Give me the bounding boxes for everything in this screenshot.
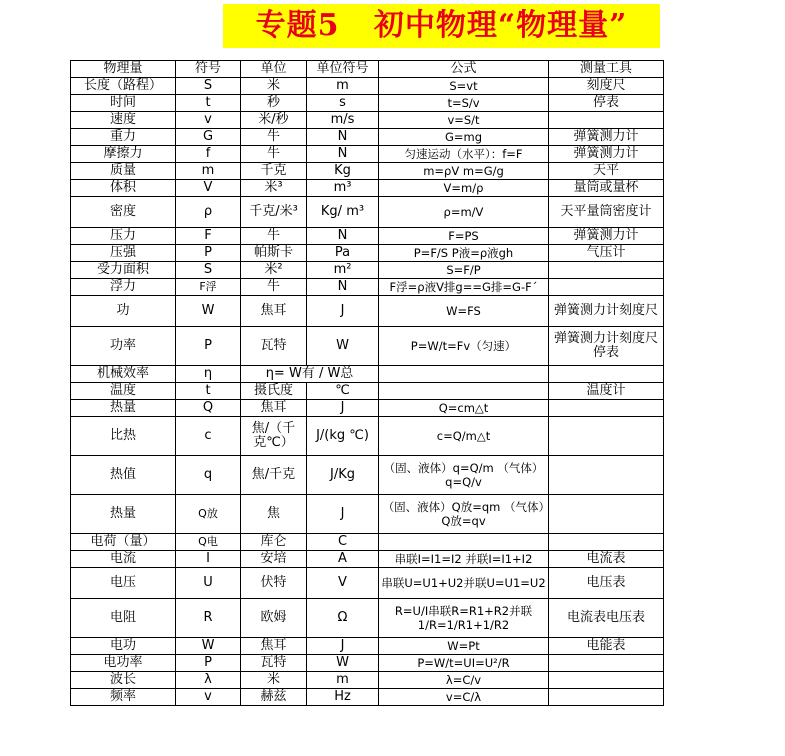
unit-symbol-cell: J/Kg (307, 456, 379, 495)
symbol-cell: I (176, 551, 241, 568)
quantity-cell: 受力面积 (71, 262, 176, 279)
table-row (71, 599, 664, 638)
unit-cell: 焦耳 (241, 400, 307, 417)
tool-cell: 电压表 (549, 568, 664, 599)
formula-cell: m=ρV m=G/g (379, 163, 549, 180)
quantity-cell: 电功 (71, 638, 176, 655)
unit-symbol-cell: W (307, 655, 379, 672)
symbol-cell: G (176, 129, 241, 146)
unit-cell: 伏特 (241, 568, 307, 599)
table-row (71, 78, 664, 95)
unit-cell: 安培 (241, 551, 307, 568)
unit-symbol-cell: A (307, 551, 379, 568)
quantity-cell: 热量 (71, 495, 176, 534)
table-row (71, 638, 664, 655)
tool-cell (549, 366, 664, 383)
symbol-cell: P (176, 655, 241, 672)
formula-cell: P=F/S P液=ρ液gh (379, 245, 549, 262)
unit-symbol-cell: N (307, 129, 379, 146)
tool-cell: 刻度尺 (549, 78, 664, 95)
tool-cell (549, 262, 664, 279)
unit-symbol-cell: V (307, 568, 379, 599)
quantity-cell: 压力 (71, 228, 176, 245)
tool-cell: 停表 (549, 95, 664, 112)
formula-cell: c=Q/m△t (379, 417, 549, 456)
unit-cell: 牛 (241, 228, 307, 245)
formula-cell: G=mg (379, 129, 549, 146)
table-row (71, 383, 664, 400)
symbol-cell: Q电 (176, 534, 241, 551)
symbol-cell: t (176, 383, 241, 400)
header-cell: 单位符号 (307, 61, 379, 78)
unit-symbol-cell: J (307, 296, 379, 327)
header-cell: 符号 (176, 61, 241, 78)
quantity-cell: 功 (71, 296, 176, 327)
quantity-cell: 热量 (71, 400, 176, 417)
unit-cell: 焦/千克 (241, 456, 307, 495)
header-cell: 测量工具 (549, 61, 664, 78)
unit-cell: 牛 (241, 129, 307, 146)
table-row (71, 551, 664, 568)
unit-cell: 米/秒 (241, 112, 307, 129)
unit-symbol-cell: m (307, 78, 379, 95)
formula-cell: t=S/v (379, 95, 549, 112)
tool-cell (549, 495, 664, 534)
unit-cell: 米³ (241, 180, 307, 197)
table-row (71, 197, 664, 228)
symbol-cell: P (176, 327, 241, 366)
formula-cell: S=F/P (379, 262, 549, 279)
unit-symbol-cell: Pa (307, 245, 379, 262)
formula-cell (379, 366, 549, 383)
formula-cell: λ=C/v (379, 672, 549, 689)
unit-cell: η= W有 / W总 (241, 366, 379, 383)
tool-cell: 弹簧测力计 (549, 228, 664, 245)
physics-quantities-table (70, 60, 664, 706)
unit-symbol-cell: W (307, 327, 379, 366)
header-cell: 公式 (379, 61, 549, 78)
unit-cell: 焦耳 (241, 638, 307, 655)
quantity-cell: 温度 (71, 383, 176, 400)
unit-cell: 米² (241, 262, 307, 279)
quantity-cell: 电功率 (71, 655, 176, 672)
table-row (71, 112, 664, 129)
table-row (71, 366, 664, 383)
unit-symbol-cell: Ω (307, 599, 379, 638)
formula-cell (379, 383, 549, 400)
unit-cell: 库仑 (241, 534, 307, 551)
table-row (71, 689, 664, 706)
formula-cell: F=PS (379, 228, 549, 245)
tool-cell: 电流表电压表 (549, 599, 664, 638)
tool-cell: 电流表 (549, 551, 664, 568)
symbol-cell: F浮 (176, 279, 241, 296)
tool-cell: 天平 (549, 163, 664, 180)
formula-cell: （固、液体）Q放=qm （气体）Q放=qv (379, 495, 549, 534)
unit-cell: 焦 (241, 495, 307, 534)
symbol-cell: η (176, 366, 241, 383)
formula-cell: S=vt (379, 78, 549, 95)
symbol-cell: c (176, 417, 241, 456)
unit-symbol-cell: J (307, 638, 379, 655)
unit-symbol-cell: Kg (307, 163, 379, 180)
table-row (71, 129, 664, 146)
unit-symbol-cell: N (307, 279, 379, 296)
table-row (71, 400, 664, 417)
tool-cell (549, 400, 664, 417)
table-row (71, 456, 664, 495)
table-row (71, 95, 664, 112)
table-row (71, 672, 664, 689)
quantity-cell: 功率 (71, 327, 176, 366)
table-row (71, 568, 664, 599)
tool-cell: 量筒或量杯 (549, 180, 664, 197)
unit-cell: 牛 (241, 146, 307, 163)
symbol-cell: m (176, 163, 241, 180)
unit-cell: 瓦特 (241, 327, 307, 366)
formula-cell: 匀速运动（水平）：f=F (379, 146, 549, 163)
formula-cell: v=S/t (379, 112, 549, 129)
quantity-cell: 速度 (71, 112, 176, 129)
symbol-cell: V (176, 180, 241, 197)
unit-symbol-cell: s (307, 95, 379, 112)
symbol-cell: W (176, 296, 241, 327)
formula-cell: W=Pt (379, 638, 549, 655)
symbol-cell: S (176, 262, 241, 279)
quantity-cell: 频率 (71, 689, 176, 706)
formula-cell: ρ=m/V (379, 197, 549, 228)
table-header-row (71, 61, 664, 78)
table-row (71, 495, 664, 534)
quantity-cell: 电压 (71, 568, 176, 599)
symbol-cell: Q (176, 400, 241, 417)
quantity-cell: 摩擦力 (71, 146, 176, 163)
unit-cell: 米 (241, 672, 307, 689)
table-row (71, 146, 664, 163)
formula-cell: F浮=ρ液V排g==G排=G-F´ (379, 279, 549, 296)
unit-cell: 赫兹 (241, 689, 307, 706)
unit-cell: 瓦特 (241, 655, 307, 672)
symbol-cell: P (176, 245, 241, 262)
unit-cell: 摄氏度 (241, 383, 307, 400)
quantity-cell: 体积 (71, 180, 176, 197)
formula-cell: 串联I=I1=I2 并联I=I1+I2 (379, 551, 549, 568)
table-row (71, 262, 664, 279)
formula-cell: W=FS (379, 296, 549, 327)
quantity-cell: 时间 (71, 95, 176, 112)
quantity-cell: 热值 (71, 456, 176, 495)
quantity-cell: 机械效率 (71, 366, 176, 383)
unit-cell: 千克/米³ (241, 197, 307, 228)
quantity-cell: 压强 (71, 245, 176, 262)
tool-cell (549, 672, 664, 689)
symbol-cell: f (176, 146, 241, 163)
symbol-cell: R (176, 599, 241, 638)
symbol-cell: t (176, 95, 241, 112)
unit-cell: 欧姆 (241, 599, 307, 638)
formula-cell: Q=cm△t (379, 400, 549, 417)
unit-symbol-cell: N (307, 146, 379, 163)
unit-symbol-cell: J/(kg ℃) (307, 417, 379, 456)
tool-cell: 气压计 (549, 245, 664, 262)
page-title: 专题5 初中物理“物理量” (255, 8, 628, 43)
symbol-cell: λ (176, 672, 241, 689)
quantity-cell: 浮力 (71, 279, 176, 296)
symbol-cell: v (176, 112, 241, 129)
unit-symbol-cell: m³ (307, 180, 379, 197)
unit-symbol-cell: J (307, 400, 379, 417)
header-cell: 单位 (241, 61, 307, 78)
table-row (71, 245, 664, 262)
quantity-cell: 波长 (71, 672, 176, 689)
tool-cell: 弹簧测力计刻度尺停表 (549, 327, 664, 366)
tool-cell (549, 534, 664, 551)
tool-cell: 弹簧测力计 (549, 146, 664, 163)
unit-symbol-cell: N (307, 228, 379, 245)
table-row (71, 417, 664, 456)
tool-cell (549, 456, 664, 495)
formula-cell (379, 534, 549, 551)
quantity-cell: 质量 (71, 163, 176, 180)
title-banner (223, 4, 660, 48)
unit-symbol-cell: Hz (307, 689, 379, 706)
table-row (71, 180, 664, 197)
unit-cell: 帕斯卡 (241, 245, 307, 262)
formula-cell: 串联U=U1+U2并联U=U1=U2 (379, 568, 549, 599)
unit-symbol-cell: J (307, 495, 379, 534)
formula-cell: v=C/λ (379, 689, 549, 706)
unit-cell: 牛 (241, 279, 307, 296)
symbol-cell: F (176, 228, 241, 245)
table-row (71, 327, 664, 366)
tool-cell: 弹簧测力计 (549, 129, 664, 146)
unit-symbol-cell: ℃ (307, 383, 379, 400)
header-cell: 物理量 (71, 61, 176, 78)
unit-symbol-cell: m/s (307, 112, 379, 129)
tool-cell: 温度计 (549, 383, 664, 400)
table-row (71, 279, 664, 296)
symbol-cell: W (176, 638, 241, 655)
table-row (71, 163, 664, 180)
unit-symbol-cell: m (307, 672, 379, 689)
formula-cell: P=W/t=UI=U²/R (379, 655, 549, 672)
unit-cell: 秒 (241, 95, 307, 112)
tool-cell: 电能表 (549, 638, 664, 655)
formula-cell: P=W/t=Fv（匀速） (379, 327, 549, 366)
tool-cell (549, 417, 664, 456)
unit-cell: 焦耳 (241, 296, 307, 327)
quantity-cell: 重力 (71, 129, 176, 146)
symbol-cell: v (176, 689, 241, 706)
table-row (71, 228, 664, 245)
symbol-cell: ρ (176, 197, 241, 228)
formula-cell: V=m/ρ (379, 180, 549, 197)
tool-cell: 天平量筒密度计 (549, 197, 664, 228)
symbol-cell: U (176, 568, 241, 599)
formula-cell: R=U/I串联R=R1+R2并联1/R=1/R1+1/R2 (379, 599, 549, 638)
tool-cell (549, 689, 664, 706)
formula-cell: （固、液体）q=Q/m （气体）q=Q/v (379, 456, 549, 495)
tool-cell (549, 655, 664, 672)
quantity-cell: 比热 (71, 417, 176, 456)
quantity-cell: 电流 (71, 551, 176, 568)
unit-cell: 焦/（千克℃） (241, 417, 307, 456)
table-row (71, 534, 664, 551)
symbol-cell: q (176, 456, 241, 495)
quantity-cell: 电荷（量） (71, 534, 176, 551)
unit-symbol-cell: m² (307, 262, 379, 279)
symbol-cell: S (176, 78, 241, 95)
unit-symbol-cell: C (307, 534, 379, 551)
tool-cell (549, 279, 664, 296)
unit-symbol-cell: Kg/ m³ (307, 197, 379, 228)
quantity-cell: 电阻 (71, 599, 176, 638)
table-row (71, 655, 664, 672)
quantity-cell: 长度（路程） (71, 78, 176, 95)
quantity-cell: 密度 (71, 197, 176, 228)
unit-cell: 米 (241, 78, 307, 95)
symbol-cell: Q放 (176, 495, 241, 534)
tool-cell (549, 112, 664, 129)
table-row (71, 296, 664, 327)
unit-cell: 千克 (241, 163, 307, 180)
tool-cell: 弹簧测力计刻度尺 (549, 296, 664, 327)
